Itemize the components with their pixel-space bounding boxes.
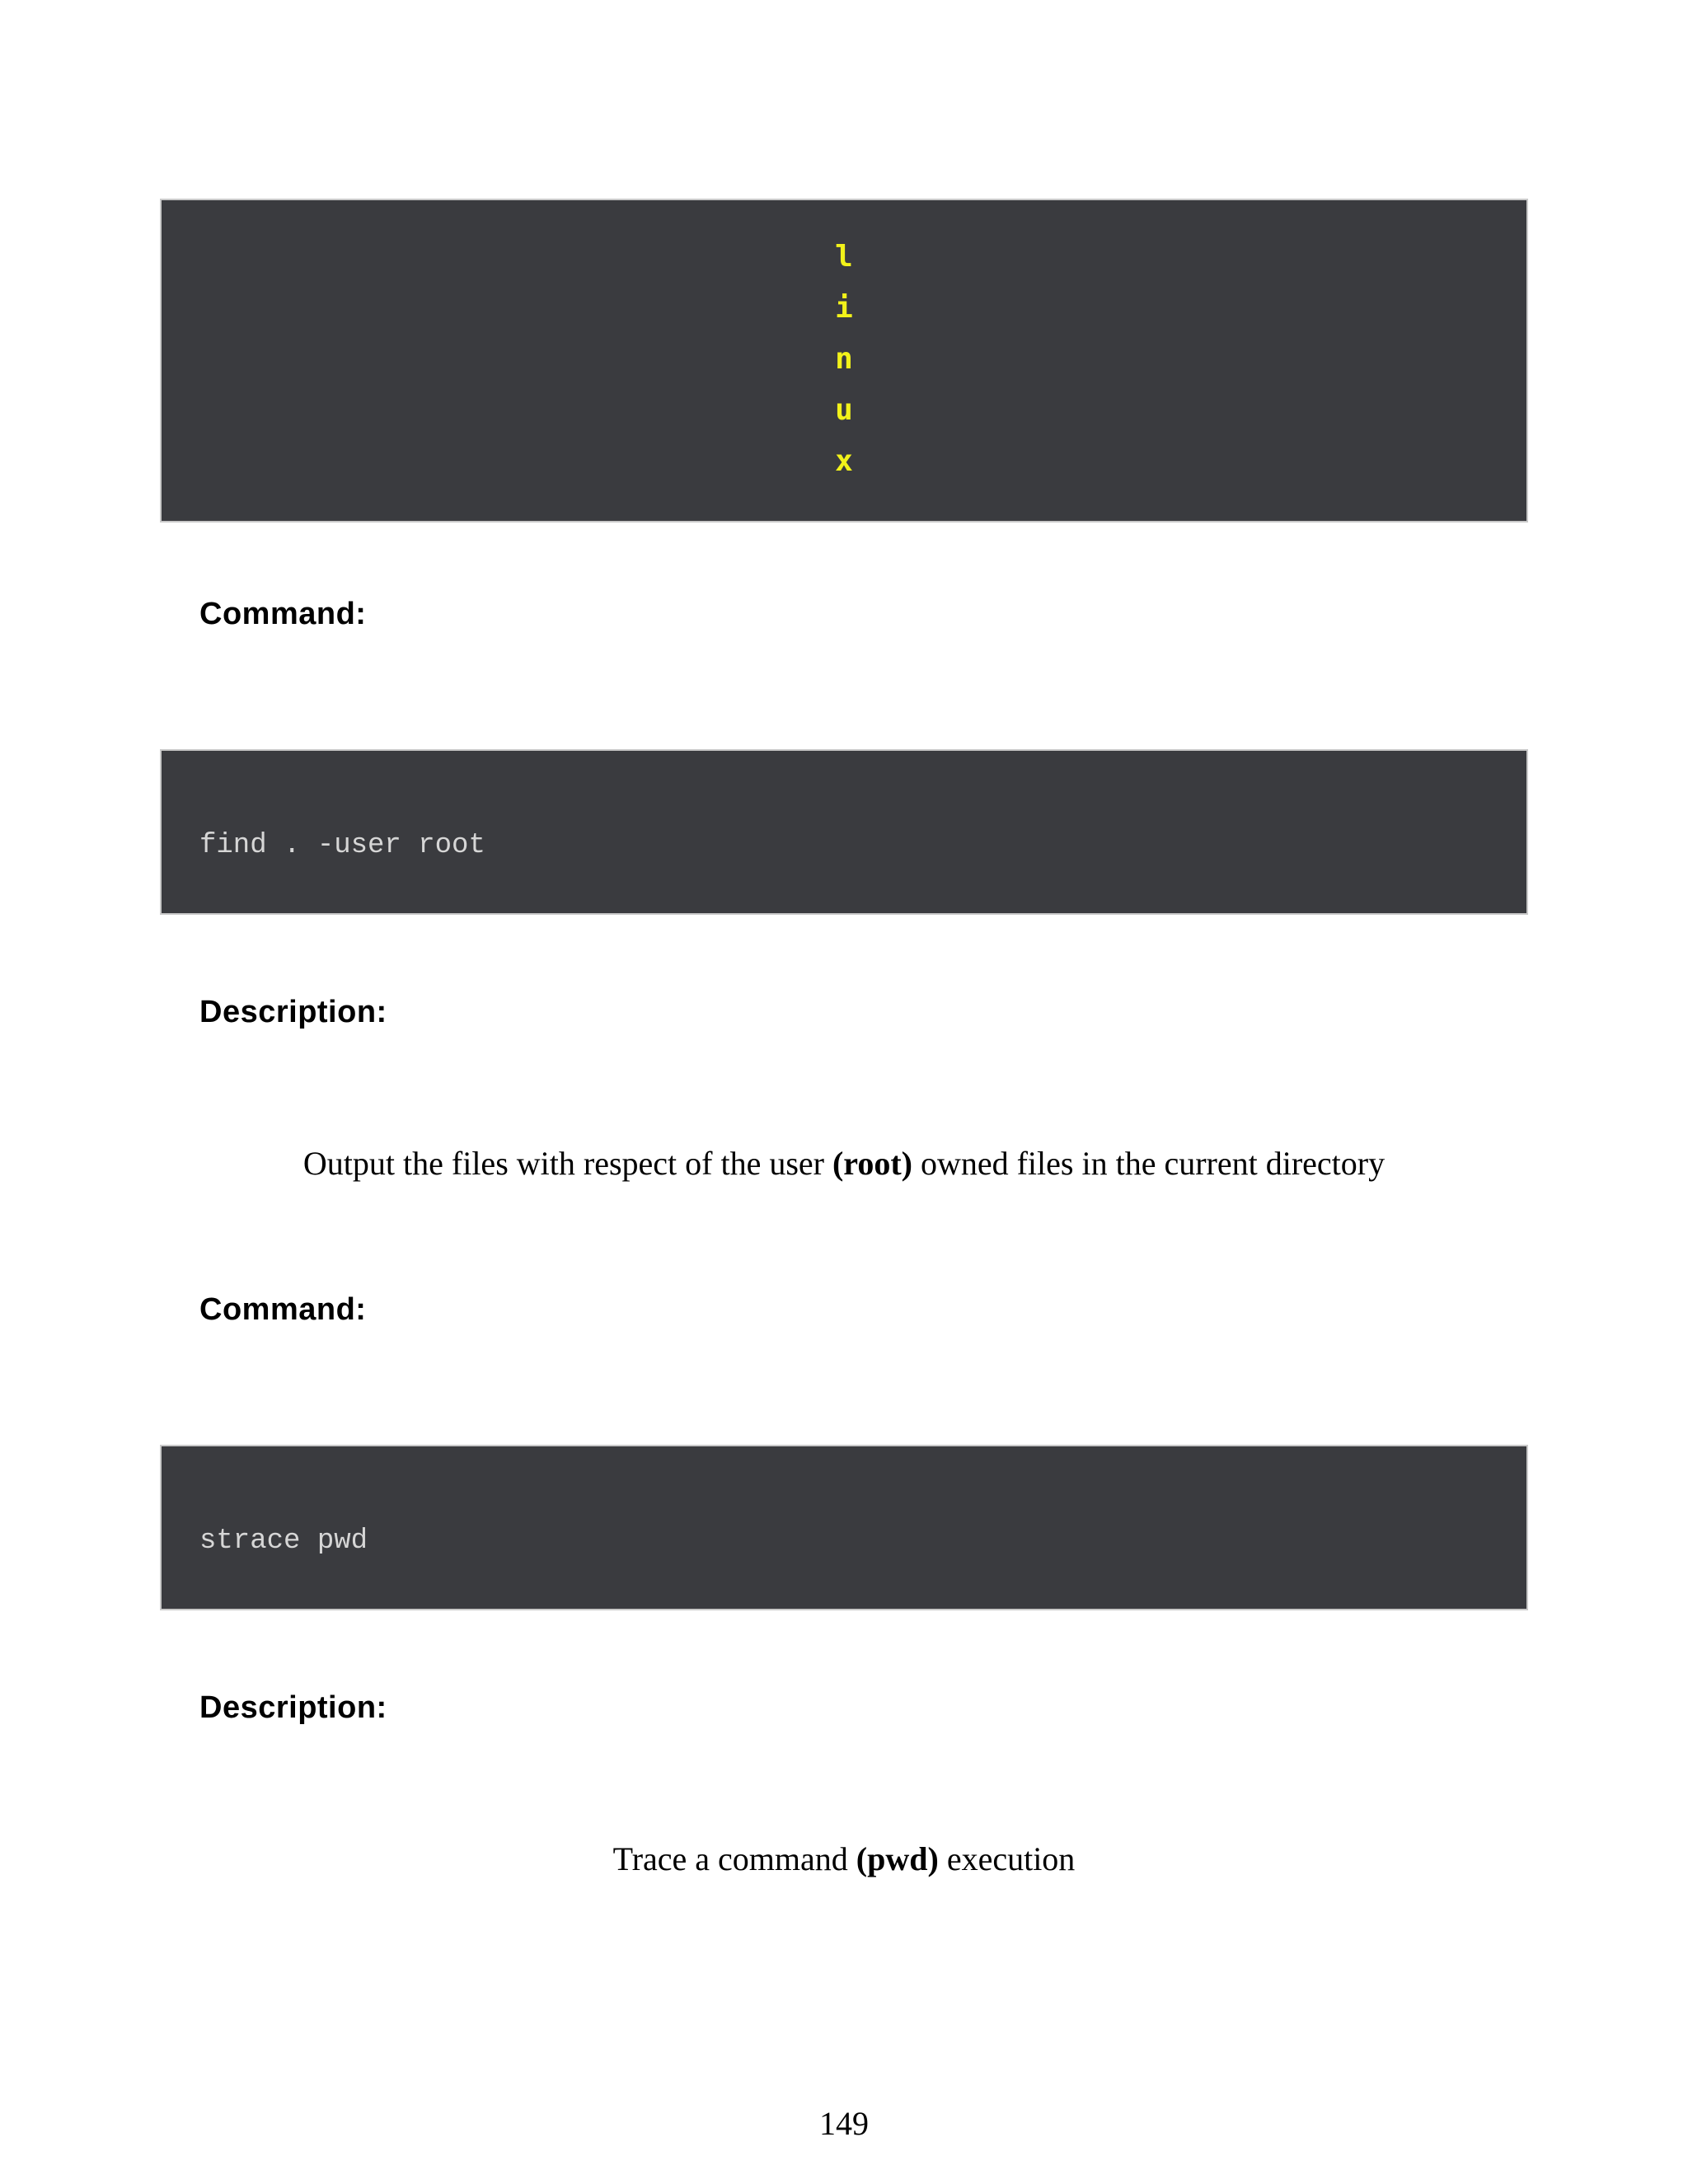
page-number: 149 [819,2105,869,2142]
description-text-end: execution [938,1840,1076,1877]
output-letter: n [835,342,853,376]
description-text [0,1144,1688,1183]
description-heading: Description: [199,995,387,1029]
description-text [0,1840,1688,1878]
command-code-block [160,1445,1528,1610]
description-text-end: owned files in the current directory [912,1145,1386,1182]
command-heading: Command: [199,597,367,631]
command-text: find . -user root [199,830,485,861]
command-heading: Command: [199,1292,367,1327]
output-letters [162,232,1526,487]
output-letter: x [835,444,853,478]
command-code-block [160,749,1528,915]
command-text: strace pwd [199,1526,368,1557]
output-letter: u [835,393,853,427]
output-letter: l [835,240,853,274]
description-text-start: Trace a command [612,1840,856,1877]
output-code-block [160,199,1528,523]
description-text-start: Output the files with respect of the user [302,1145,832,1182]
description-text-bold: (pwd) [856,1840,939,1877]
description-text-bold: (root) [832,1145,912,1182]
output-letter: i [835,291,853,325]
description-heading: Description: [199,1690,387,1725]
